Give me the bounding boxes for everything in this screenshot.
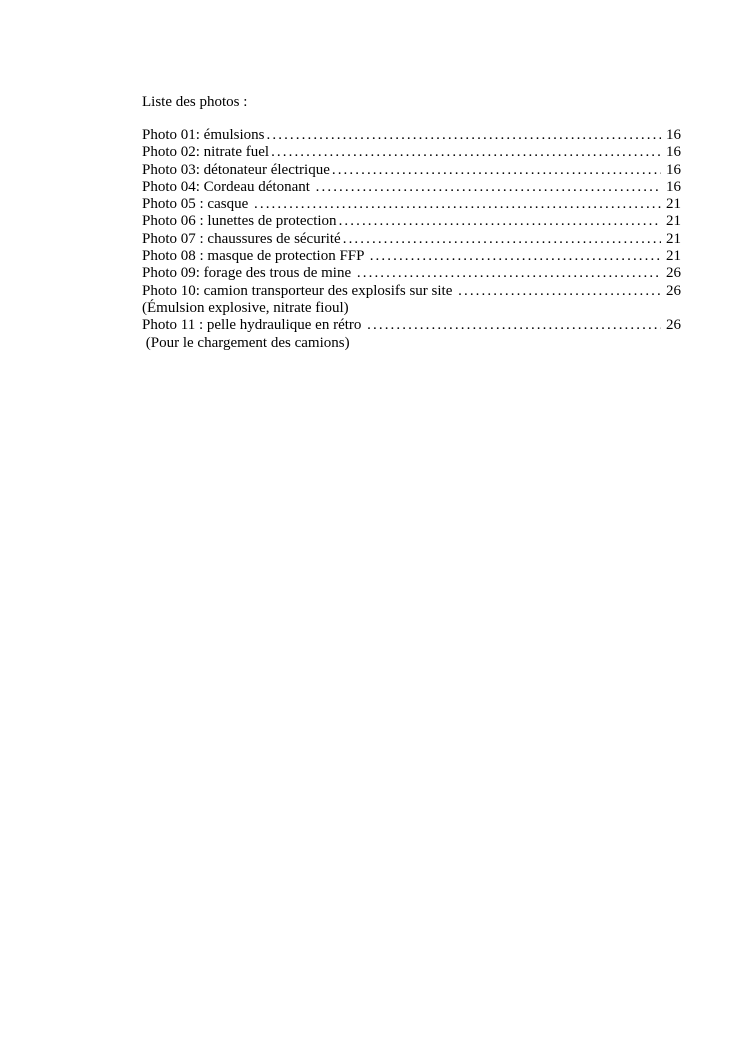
toc-entry-label: Photo 11 : pelle hydraulique en rétro <box>142 317 366 334</box>
toc-page-number: 21 <box>666 196 681 213</box>
page-content <box>142 94 681 352</box>
list-of-photos-toc <box>142 127 681 352</box>
toc-entry <box>142 248 681 265</box>
toc-entry-label: Photo 07 : chaussures de sécurité <box>142 230 341 247</box>
toc-page-number: 26 <box>666 265 681 282</box>
toc-entry <box>142 231 681 248</box>
toc-continuation-text: (Pour le chargement des camions) <box>142 334 350 351</box>
toc-page-number: 26 <box>666 282 681 299</box>
toc-leader-dots <box>267 127 661 144</box>
toc-entry-label: Photo 09: forage des trous de mine <box>142 265 355 282</box>
toc-entry-label: Photo 04: Cordeau détonant <box>142 178 314 195</box>
toc-entry <box>142 144 681 161</box>
toc-entry <box>142 162 681 179</box>
toc-leader-dots <box>367 317 661 334</box>
toc-leader-dots <box>458 283 661 300</box>
toc-entry <box>142 127 681 144</box>
toc-page-number: 16 <box>666 161 681 178</box>
toc-entry <box>142 265 681 282</box>
toc-leader-dots <box>343 231 661 248</box>
toc-leader-dots <box>254 196 661 213</box>
toc-entry <box>142 317 681 334</box>
toc-leader-dots <box>339 213 661 230</box>
toc-entry-label: Photo 02: nitrate fuel <box>142 144 270 161</box>
toc-entry-label: Photo 06 : lunettes de protection <box>142 213 337 230</box>
toc-continuation-line <box>142 300 681 317</box>
toc-entry-label: Photo 08 : masque de protection FFP <box>142 248 368 265</box>
toc-page-number: 26 <box>666 317 681 334</box>
toc-entry-label: Photo 10: camion transporteur des explosifs sur site <box>142 282 457 299</box>
toc-entry-label: Photo 01: émulsions <box>142 127 265 143</box>
toc-page-number: 16 <box>666 127 681 143</box>
toc-entry-label: Photo 05 : casque <box>142 196 252 213</box>
toc-page-number: 21 <box>666 230 681 247</box>
toc-entry-label: Photo 03: détonateur électrique <box>142 161 330 178</box>
toc-entry <box>142 179 681 196</box>
toc-leader-dots <box>271 144 661 161</box>
toc-leader-dots <box>357 265 661 282</box>
toc-continuation-line <box>142 335 681 352</box>
toc-entry <box>142 283 681 300</box>
toc-page-number: 21 <box>666 248 681 265</box>
toc-leader-dots <box>370 248 661 265</box>
toc-entry <box>142 213 681 230</box>
toc-leader-dots <box>332 162 661 179</box>
page-title: Liste des photos : <box>142 94 248 110</box>
toc-continuation-text: (Émulsion explosive, nitrate fioul) <box>142 299 349 316</box>
toc-page-number: 16 <box>666 178 681 195</box>
toc-leader-dots <box>316 179 661 196</box>
toc-entry <box>142 196 681 213</box>
toc-page-number: 21 <box>666 213 681 230</box>
toc-page-number: 16 <box>666 144 681 161</box>
